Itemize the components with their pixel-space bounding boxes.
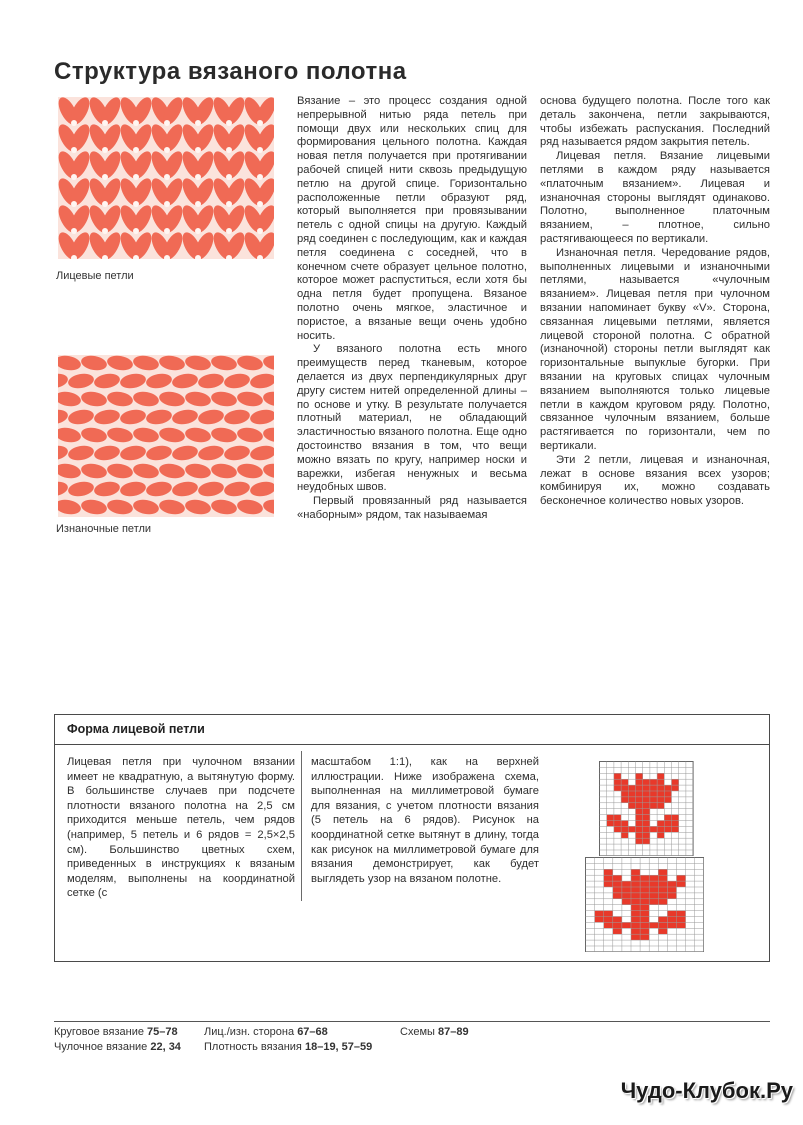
article-paragraph: У вязаного полотна есть много преимуществ перед тканевым, которое делается из двух перпендикулярных друг другу систем нитей определенной длины – по основе и утку. В результате получается плотный материал, не обладающий эластичностью вязаного полотна. Еще одно достоинство вязания в том, что вещи можно вязать по кругу, например носки и варежки, избегая ненужных и весьма неудобных швов. [297, 343, 527, 494]
article-paragraph: Вязание – это процесс создания одной непрерывной нитью ряда петель при помощи двух или нескольких спиц для формирования цельного полотна. Каждая новая петля получается при протягивании рабочей спицей нити сквозь предыдущую петлю на другой спице. Горизонтально расположенные петли образуют ряд, который выполняется при провязывании петель с одной спицы на другую. Каждый ряд соединен с последующим, как и каждая петля соединена с соседней, что в конечном счете образует цельное полотно, которое может распуститься, если хотя бы одна петля будет пропущена. Вязаное полотно очень мягкое, эластичное и пористое, а вязаные вещи очень удобно носить. [297, 95, 527, 342]
article-column-2 [540, 95, 770, 545]
purl-stitches-photo [58, 355, 274, 517]
footer-rule [54, 1021, 770, 1022]
article-paragraph: Изнаночная петля. Чередование рядов, выполненных лицевыми и изнаночными петлями, называется «чулочным вязанием». Лицевая петля при чулочном вязании напоминает букву «V». Сторона, связанная лицевыми петлями, является лицевой стороной полотна. С обратной (изнаночной) стороны петли выглядят как горизонтальные выпуклые бугорки. При вязании на круговых спицах чулочным вязанием выполняются только лицевые петли в каждом круговом ряду. Полотно, связанное чулочным вязанием, больше растягивается по горизонтали, чем по вертикали. [540, 246, 770, 452]
footer-link-right-wrong-side[interactable]: Лиц./изн. сторона 67–68 [204, 1026, 328, 1038]
article-paragraph: основа будущего полотна. После того как деталь закончена, петли закрываются, чтобы избежать распускания. Последний ряд называется рядом закрытия петель. [540, 95, 770, 149]
tulip-chart-square-grid [599, 761, 694, 856]
box-divider [301, 751, 302, 901]
knit-stitches-caption: Лицевые петли [56, 270, 134, 282]
box-text-right: масштабом 1:1), как на верхней иллюстрации. Ниже изображена схема, выполненная на миллиметровой бумаге для вязания, с учетом плотности вязания (5 петель на 6 рядов). Рисунок на координатной сетке вытянут в длину, тогда как рисунок на миллиметровой бумаге для вязания демонстрирует, как будет выглядеть узор на вязаном полотне. [311, 756, 539, 885]
site-watermark: Чудо-Клубок.Ру [620, 1078, 793, 1103]
article-paragraph: Лицевая петля. Вязание лицевыми петлями в каждом ряду называется «платочным вязанием». Лицевая и изнаночная стороны выглядят одинаково. Полотно, выполненное платочным вязанием, – плотное, сильно растягивающееся по вертикали. [540, 150, 770, 245]
box-text-left: Лицевая петля при чулочном вязании имеет не квадратную, а вытянутую форму. В большинстве случаев при подсчете плотности вязаного полотна на 2,5 см приходится меньше петель, чем рядов (например, 5 петель и 6 рядов = 2,5×2,5 см). Большинство цветных схем, приведенных в инструкциях к вязаным моделям, выполнены на координатной сетке (с [67, 756, 295, 900]
footer-link-round-knitting[interactable]: Круговое вязание 75–78 [54, 1026, 178, 1038]
footer-link-charts[interactable]: Схемы 87–89 [400, 1026, 469, 1038]
article-paragraph: Первый провязанный ряд называется «наборным» рядом, так называемая [297, 495, 527, 521]
article-column-1 [297, 95, 527, 545]
page-title: Структура вязаного полотна [54, 58, 407, 85]
box-title: Форма лицевой петли [55, 715, 769, 745]
knit-stitches-photo [58, 97, 274, 259]
footer-link-stockinette[interactable]: Чулочное вязание 22, 34 [54, 1041, 181, 1053]
purl-stitches-caption: Изнаночные петли [56, 523, 152, 535]
knit-stitch-shape-box [54, 714, 770, 962]
tulip-chart-knitter-graph-paper [585, 857, 704, 952]
article-paragraph: Эти 2 петли, лицевая и изнаночная, лежат в основе вязания всех узоров; комбинируя их, можно создавать бесконечное количество новых узоров. [540, 453, 770, 508]
footer-link-gauge[interactable]: Плотность вязания 18–19, 57–59 [204, 1041, 373, 1053]
